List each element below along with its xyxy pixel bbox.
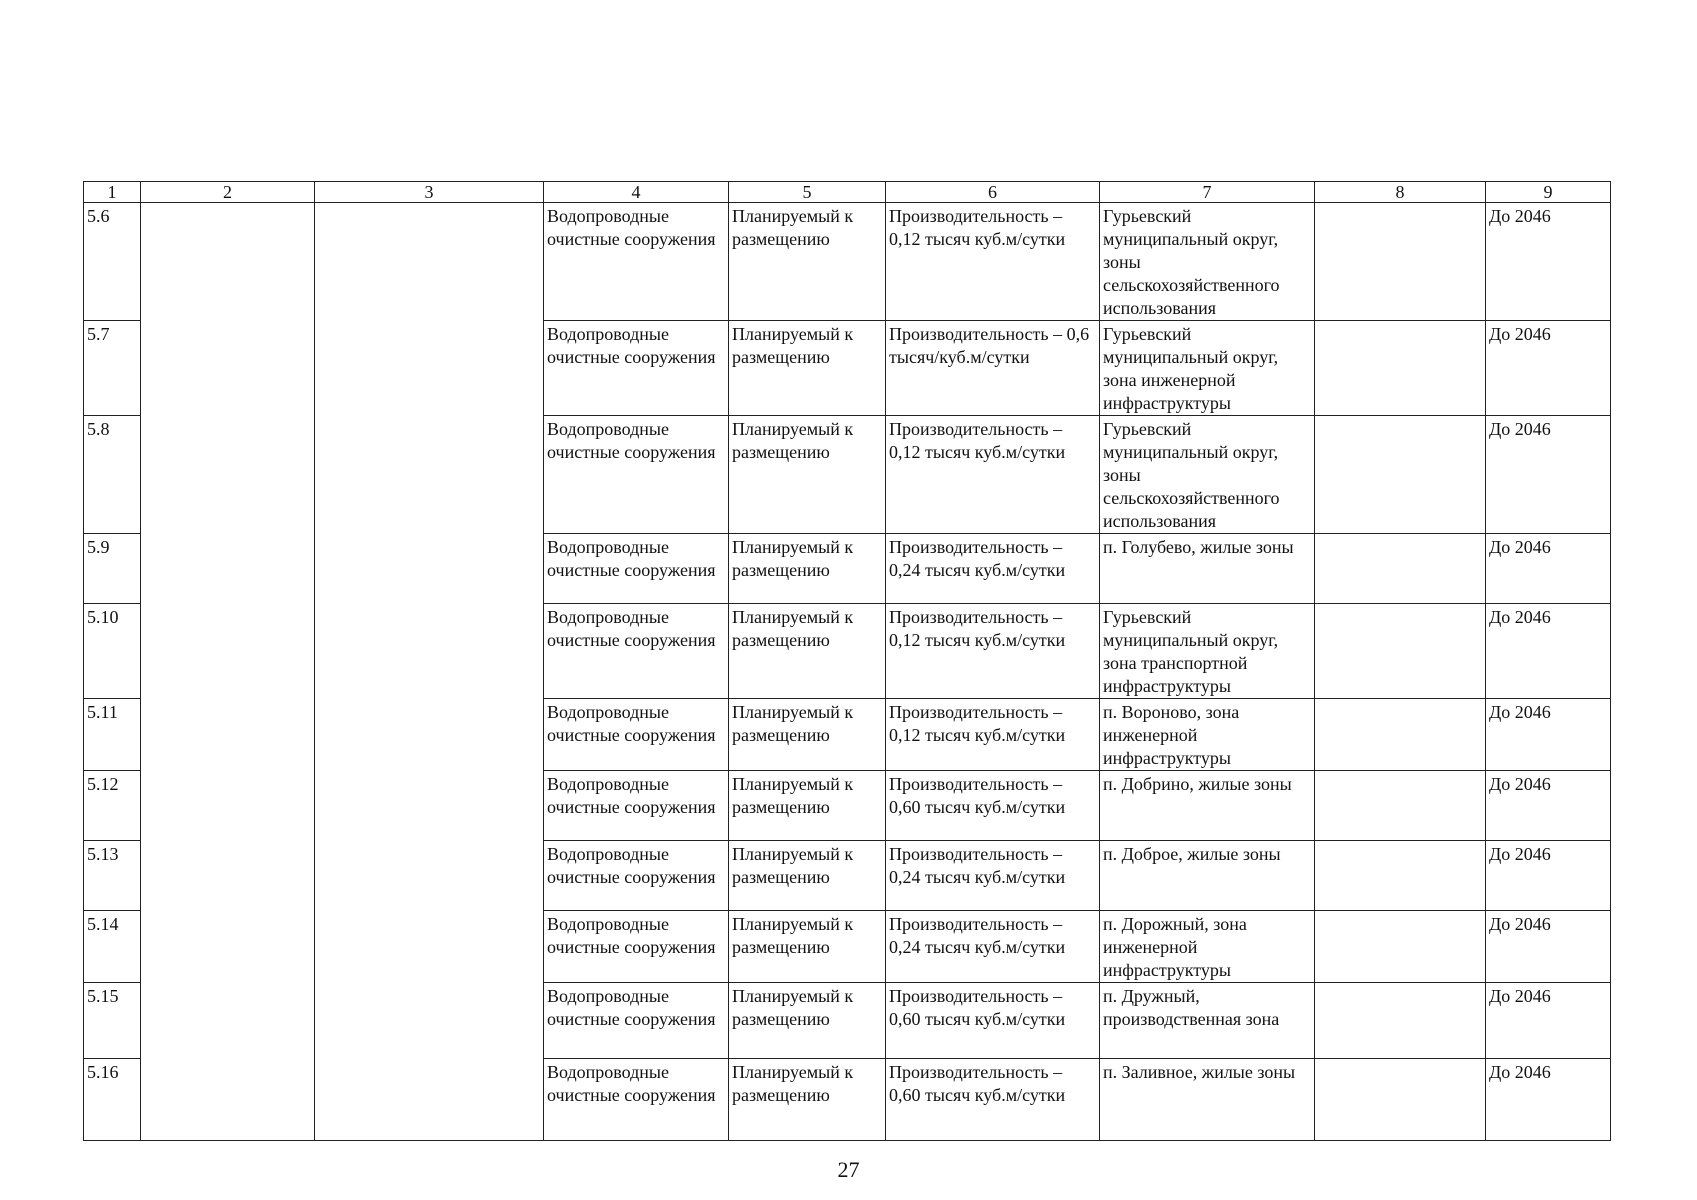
- location-cell: п. Голубево, жилые зоны: [1100, 534, 1315, 604]
- deadline-cell: До 2046: [1486, 699, 1611, 771]
- status-cell: Планируемый к размещению: [729, 534, 886, 604]
- column-2-cell: [141, 604, 315, 699]
- deadline-cell: До 2046: [1486, 203, 1611, 321]
- row-number-cell: 5.11: [84, 699, 141, 771]
- deadline-cell: До 2046: [1486, 771, 1611, 841]
- facility-name-cell: Водопроводные очистные сооружения: [544, 1059, 729, 1141]
- column-2-cell: [141, 771, 315, 841]
- location-cell: п. Добрино, жилые зоны: [1100, 771, 1315, 841]
- deadline-cell: До 2046: [1486, 983, 1611, 1059]
- column-8-cell: [1315, 534, 1486, 604]
- column-3-cell: [315, 203, 544, 321]
- table-row: [84, 911, 1611, 983]
- row-number-cell: 5.13: [84, 841, 141, 911]
- status-cell: Планируемый к размещению: [729, 203, 886, 321]
- table-row: [84, 203, 1611, 321]
- column-3-cell: [315, 534, 544, 604]
- column-3-cell: [315, 416, 544, 534]
- status-cell: Планируемый к размещению: [729, 416, 886, 534]
- header-row: [84, 182, 1611, 203]
- table-row: [84, 983, 1611, 1059]
- capacity-cell: Производительность – 0,12 тысяч куб.м/сутки: [886, 416, 1100, 534]
- column-3-cell: [315, 1059, 544, 1141]
- page-number: 27: [837, 1157, 860, 1182]
- status-cell: Планируемый к размещению: [729, 604, 886, 699]
- column-2-cell: [141, 983, 315, 1059]
- table-row: [84, 534, 1611, 604]
- facility-name-cell: Водопроводные очистные сооружения: [544, 203, 729, 321]
- facility-name-cell: Водопроводные очистные сооружения: [544, 534, 729, 604]
- column-8-cell: [1315, 699, 1486, 771]
- column-2-cell: [141, 534, 315, 604]
- column-8-cell: [1315, 771, 1486, 841]
- location-cell: п. Дружный, производственная зона: [1100, 983, 1315, 1059]
- capacity-cell: Производительность – 0,12 тысяч куб.м/сутки: [886, 699, 1100, 771]
- header-cell: 1: [84, 182, 141, 203]
- row-number-cell: 5.14: [84, 911, 141, 983]
- capacity-cell: Производительность – 0,60 тысяч куб.м/сутки: [886, 983, 1100, 1059]
- capacity-cell: Производительность – 0,24 тысяч куб.м/сутки: [886, 841, 1100, 911]
- table-row: [84, 604, 1611, 699]
- status-cell: Планируемый к размещению: [729, 1059, 886, 1141]
- deadline-cell: До 2046: [1486, 321, 1611, 416]
- column-8-cell: [1315, 604, 1486, 699]
- column-2-cell: [141, 321, 315, 416]
- deadline-cell: До 2046: [1486, 911, 1611, 983]
- table-row: [84, 841, 1611, 911]
- column-2-cell: [141, 416, 315, 534]
- column-2-cell: [141, 841, 315, 911]
- column-8-cell: [1315, 416, 1486, 534]
- table-row: [84, 321, 1611, 416]
- row-number-cell: 5.12: [84, 771, 141, 841]
- facility-name-cell: Водопроводные очистные сооружения: [544, 321, 729, 416]
- table-row: [84, 416, 1611, 534]
- column-8-cell: [1315, 841, 1486, 911]
- column-2-cell: [141, 203, 315, 321]
- status-cell: Планируемый к размещению: [729, 983, 886, 1059]
- header-cell: 6: [886, 182, 1100, 203]
- header-cell: 4: [544, 182, 729, 203]
- table-row: [84, 1059, 1611, 1141]
- status-cell: Планируемый к размещению: [729, 771, 886, 841]
- deadline-cell: До 2046: [1486, 604, 1611, 699]
- deadline-cell: До 2046: [1486, 1059, 1611, 1141]
- table-row: [84, 699, 1611, 771]
- deadline-cell: До 2046: [1486, 841, 1611, 911]
- table-row: [84, 771, 1611, 841]
- facility-name-cell: Водопроводные очистные сооружения: [544, 911, 729, 983]
- column-3-cell: [315, 841, 544, 911]
- column-8-cell: [1315, 983, 1486, 1059]
- status-cell: Планируемый к размещению: [729, 911, 886, 983]
- location-cell: Гурьевский муниципальный округ, зоны сельскохозяйственного использования: [1100, 416, 1315, 534]
- capacity-cell: Производительность – 0,24 тысяч куб.м/сутки: [886, 534, 1100, 604]
- status-cell: Планируемый к размещению: [729, 699, 886, 771]
- column-3-cell: [315, 983, 544, 1059]
- location-cell: п. Вороново, зона инженерной инфраструктуры: [1100, 699, 1315, 771]
- facility-name-cell: Водопроводные очистные сооружения: [544, 416, 729, 534]
- location-cell: Гурьевский муниципальный округ, зоны сельскохозяйственного использования: [1100, 203, 1315, 321]
- facility-name-cell: Водопроводные очистные сооружения: [544, 983, 729, 1059]
- capacity-cell: Производительность – 0,6 тысяч/куб.м/сутки: [886, 321, 1100, 416]
- document-table-container: [83, 181, 1611, 1141]
- header-cell: 2: [141, 182, 315, 203]
- row-number-cell: 5.8: [84, 416, 141, 534]
- facility-name-cell: Водопроводные очистные сооружения: [544, 604, 729, 699]
- row-number-cell: 5.10: [84, 604, 141, 699]
- row-number-cell: 5.6: [84, 203, 141, 321]
- capacity-cell: Производительность – 0,12 тысяч куб.м/сутки: [886, 604, 1100, 699]
- column-3-cell: [315, 911, 544, 983]
- location-cell: п. Доброе, жилые зоны: [1100, 841, 1315, 911]
- row-number-cell: 5.7: [84, 321, 141, 416]
- column-3-cell: [315, 604, 544, 699]
- row-number-cell: 5.16: [84, 1059, 141, 1141]
- deadline-cell: До 2046: [1486, 534, 1611, 604]
- location-cell: Гурьевский муниципальный округ, зона инженерной инфраструктуры: [1100, 321, 1315, 416]
- column-3-cell: [315, 321, 544, 416]
- location-cell: п. Дорожный, зона инженерной инфраструктуры: [1100, 911, 1315, 983]
- column-3-cell: [315, 771, 544, 841]
- row-number-cell: 5.15: [84, 983, 141, 1059]
- column-2-cell: [141, 911, 315, 983]
- column-8-cell: [1315, 203, 1486, 321]
- status-cell: Планируемый к размещению: [729, 321, 886, 416]
- column-8-cell: [1315, 911, 1486, 983]
- row-number-cell: 5.9: [84, 534, 141, 604]
- column-2-cell: [141, 1059, 315, 1141]
- deadline-cell: До 2046: [1486, 416, 1611, 534]
- facilities-table: [83, 181, 1611, 1141]
- header-cell: 9: [1486, 182, 1611, 203]
- location-cell: Гурьевский муниципальный округ, зона транспортной инфраструктуры: [1100, 604, 1315, 699]
- facility-name-cell: Водопроводные очистные сооружения: [544, 699, 729, 771]
- facility-name-cell: Водопроводные очистные сооружения: [544, 771, 729, 841]
- location-cell: п. Заливное, жилые зоны: [1100, 1059, 1315, 1141]
- capacity-cell: Производительность – 0,24 тысяч куб.м/сутки: [886, 911, 1100, 983]
- facility-name-cell: Водопроводные очистные сооружения: [544, 841, 729, 911]
- capacity-cell: Производительность – 0,60 тысяч куб.м/сутки: [886, 771, 1100, 841]
- capacity-cell: Производительность – 0,60 тысяч куб.м/сутки: [886, 1059, 1100, 1141]
- column-2-cell: [141, 699, 315, 771]
- header-cell: 3: [315, 182, 544, 203]
- header-cell: 8: [1315, 182, 1486, 203]
- column-3-cell: [315, 699, 544, 771]
- header-cell: 5: [729, 182, 886, 203]
- status-cell: Планируемый к размещению: [729, 841, 886, 911]
- column-8-cell: [1315, 1059, 1486, 1141]
- column-8-cell: [1315, 321, 1486, 416]
- capacity-cell: Производительность – 0,12 тысяч куб.м/сутки: [886, 203, 1100, 321]
- header-cell: 7: [1100, 182, 1315, 203]
